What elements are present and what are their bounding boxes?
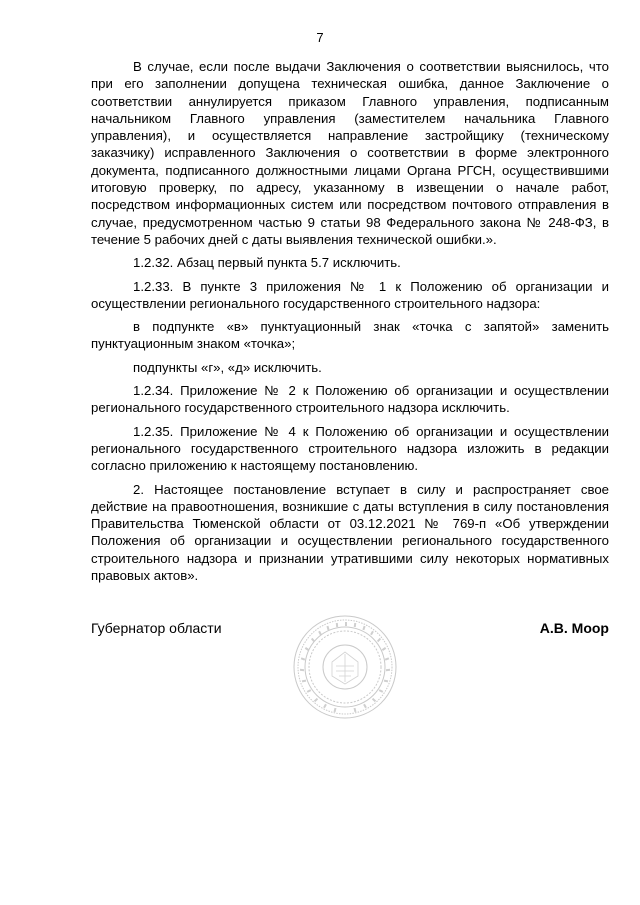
- paragraph-1-2-32: 1.2.32. Абзац первый пункта 5.7 исключить.: [133, 255, 401, 271]
- paragraph-subpoint-v: в подпункте «в» пунктуационный знак «точка с запятой» заменить пунктуационным знаком «точка»;: [91, 319, 609, 352]
- paragraph-1-2-35: 1.2.35. Приложение № 4 к Положению об организации и осуществлении регионального государственного строительного надзора изложить в редакции согласно приложению к настоящему постановлению.: [91, 423, 609, 474]
- paragraph-1-2-34: 1.2.34. Приложение № 2 к Положению об организации и осуществлении регионального государственного строительного надзора исключить.: [91, 383, 609, 416]
- paragraph-1-2-33: 1.2.33. В пункте 3 приложения № 1 к Положению об организации и осуществлении регионального государственного строительного надзора:: [91, 278, 609, 311]
- paragraph-technical-error: В случае, если после выдачи Заключения о соответствии выяснилось, что при его заполнении допущена техническая ошибка, данное Заключение о соответствии аннулируется приказом Главного управления, подписанным начальником Главного управления (заместителем начальника Главного управления), и осуществляется направление застройщику (техническому заказчику) исправленного Заключения о соответствии в форме электронного документа, подписанного должностными лицами Органа РГСН, осуществившими итоговую проверку, по адресу, указанному в извещении о начале работ, посредством информационных систем или посредством почтового отправления в случае, предусмотренном частью 9 статьи 98 Федерального закона № 248-ФЗ, в течение 5 рабочих дней с даты выявления технической ошибки.».: [91, 59, 609, 247]
- signatory-name: А.В. Моор: [539, 620, 609, 636]
- paragraph-subpoints-g-d: подпункты «г», «д» исключить.: [133, 359, 322, 375]
- official-seal-stamp: [292, 614, 398, 720]
- document-body: [91, 58, 609, 590]
- signatory-position: Губернатор области: [91, 620, 222, 636]
- page-number: 7: [316, 30, 324, 45]
- paragraph-2-entry-into-force: 2. Настоящее постановление вступает в силу и распространяет свое действие на правоотношения, возникшие с даты вступления в силу постановления Правительства Тюменской области от 03.12.2021 № 769-п «Об утверждении Положения об организации и осуществлении регионального государственного строительного надзора и признании утратившими силу некоторых нормативных правовых актов».: [91, 481, 609, 584]
